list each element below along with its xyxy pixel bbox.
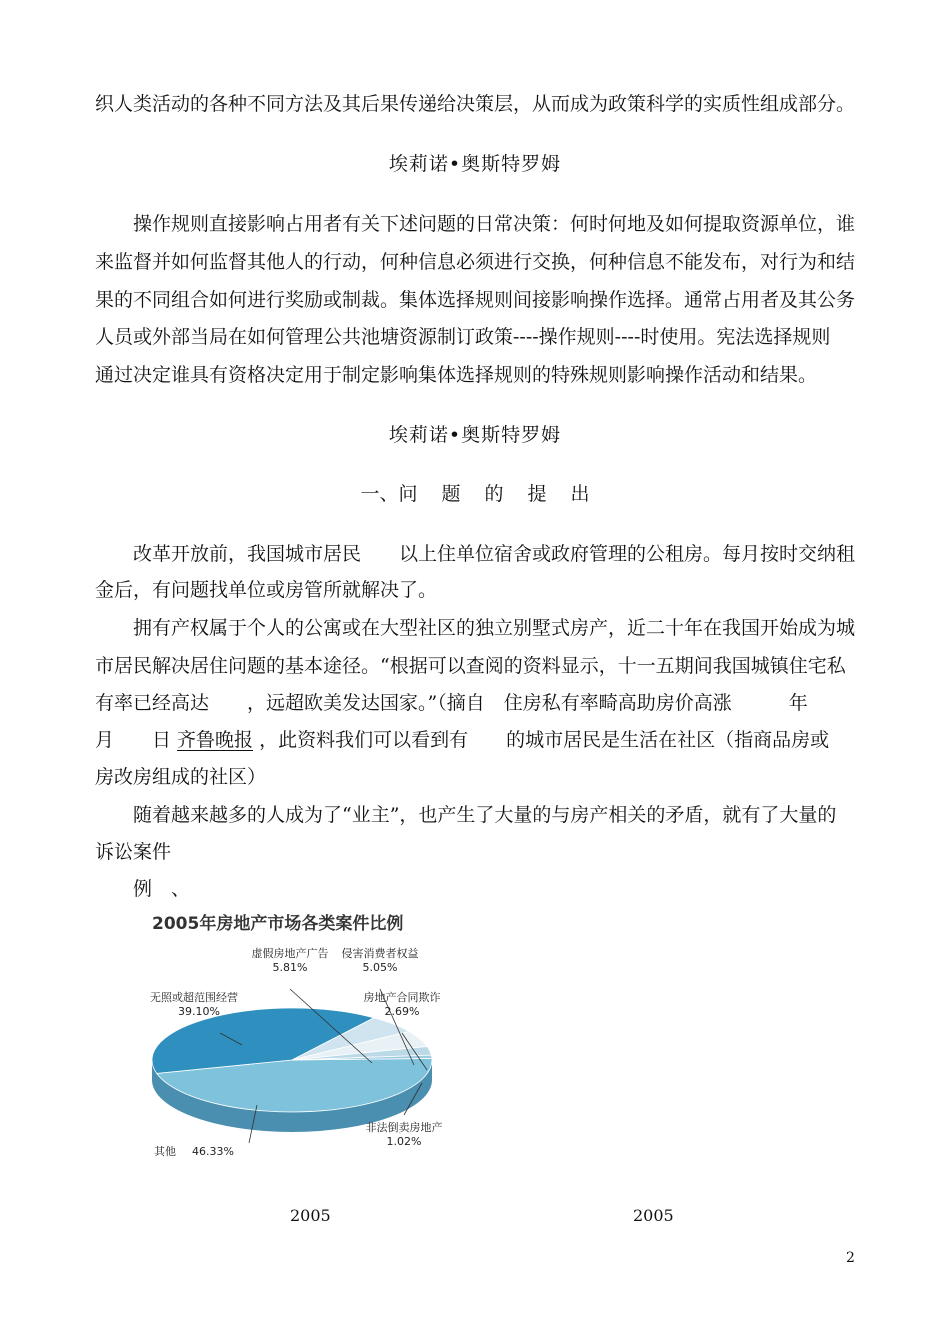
p2-line-5: 房改房组成的社区）	[95, 766, 267, 788]
p3-line-2: 诉讼案件	[95, 841, 172, 863]
caption-right: 2005	[633, 1206, 674, 1225]
p2-line-3: 有率已经高达 ，远超欧美发达国家。”（摘自 住房私有率畸高助房价高涨 年	[95, 692, 808, 714]
p1-line-1: 改革开放前，我国城市居民 以上住单位宿舍或政府管理的公租房。每月按时交纳租	[133, 543, 856, 565]
p2-line-4	[95, 728, 829, 752]
slice-label: 非法倒卖房地产	[365, 1121, 442, 1134]
quote-line-1: 操作规则直接影响占用者有关下述问题的日常决策：何时何地及如何提取资源单位，谁	[133, 213, 856, 235]
pie-chart	[142, 905, 442, 1165]
heading-part: 出	[570, 483, 590, 505]
signature-2: 埃莉诺•奥斯特罗姆	[388, 424, 562, 446]
slice-value-label: 39.10%	[178, 1005, 220, 1018]
signature-1: 埃莉诺•奥斯特罗姆	[388, 153, 562, 175]
quote-line-2: 来监督并如何监督其他人的行动，何种信息必须进行交换，何种信息不能发布，对行为和结	[95, 251, 856, 273]
slice-label: 无照或超范围经营	[150, 991, 238, 1004]
quote-line-5: 通过决定谁具有资格决定用于制定影响集体选择规则的特殊规则影响操作活动和结果。	[95, 364, 818, 386]
p2-line-4-pre: 月 日	[95, 729, 178, 751]
slice-value-label: 1.02%	[386, 1135, 422, 1148]
quote-line-3: 果的不同组合如何进行奖励或制裁。集体选择规则间接影响操作选择。通常占用者及其公务	[95, 289, 856, 311]
heading-part: 提	[527, 483, 547, 505]
newspaper-link[interactable]: 齐鲁晚报	[177, 729, 254, 751]
slice-label: 其他	[154, 1145, 176, 1158]
slice-label: 虚假房地产广告	[251, 947, 329, 960]
slice-value-label: 5.05%	[362, 961, 398, 974]
quote-line-4: 人员或外部当局在如何管理公共池塘资源制订政策----操作规则----时使用。宪法选择规则	[95, 326, 831, 348]
p2-line-1: 拥有产权属于个人的公寓或在大型社区的独立别墅式房产，近二十年在我国开始成为城	[133, 617, 856, 639]
slice-label: 侵害消费者权益	[341, 947, 419, 960]
caption-left: 2005	[290, 1206, 331, 1225]
page-number: 2	[846, 1250, 855, 1266]
slice-value-label: 46.33%	[192, 1145, 234, 1158]
example-label: 例 、	[133, 878, 191, 900]
heading-part: 一、问	[360, 483, 418, 505]
p2-line-2: 市居民解决居住问题的基本途径。“根据可以查阅的资料显示，十一五期间我国城镇住宅私	[95, 655, 846, 677]
heading-part: 题	[441, 483, 461, 505]
slice-value-label: 2.69%	[384, 1005, 420, 1018]
p1-line-2: 金后，有问题找单位或房管所就解决了。	[95, 579, 438, 601]
section-heading	[0, 482, 950, 506]
p3-line-1: 随着越来越多的人成为了“业主”，也产生了大量的与房产相关的矛盾，就有了大量的	[133, 804, 837, 826]
chart-title: 2005年房地产市场各类案件比例	[152, 914, 404, 934]
p2-line-4-post: ，此资料我们可以看到有 的城市居民是生活在社区（指商品房或	[253, 729, 830, 751]
slice-value-label: 5.81%	[272, 961, 308, 974]
slice-label: 房地产合同欺诈	[363, 991, 441, 1004]
paragraph-end: 织人类活动的各种不同方法及其后果传递给决策层，从而成为政策科学的实质性组成部分。	[95, 93, 856, 115]
heading-part: 的	[484, 483, 504, 505]
